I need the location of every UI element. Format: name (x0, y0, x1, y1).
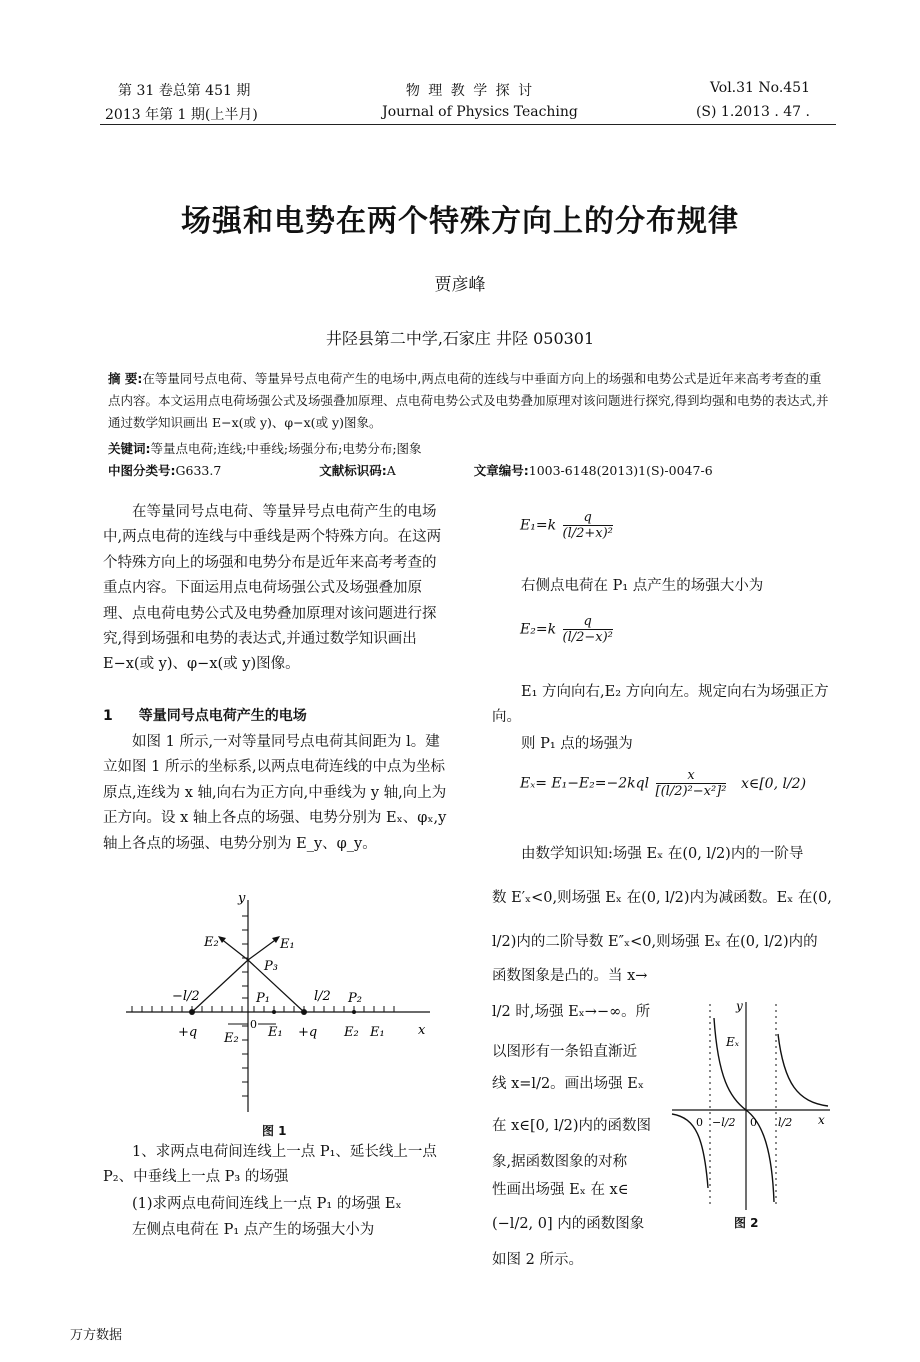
fig1-label-minus-l-half: −l/2 (172, 989, 200, 1004)
fig1-ticks (132, 916, 394, 1096)
section-1-paragraph: 如图 1 所示,一对等量同号点电荷其间距为 l。建立如图 1 所示的坐标系,以两点电荷连线的中点为坐标原点,连线为 x 轴,向右为正方向,中垂线为 y 轴,向上为正方向。设 x 轴上各点的场强、电势分别为 Eₓ、φₓ,y 轴上各点的场强、电势分别为 E_y、φ_y。 (103, 734, 447, 852)
fig2-label-l-half: l/2 (778, 1116, 793, 1129)
fig1-label-y: y (238, 891, 246, 906)
analysis-line-1: 由数学知识知:场强 Eₓ 在(0, l/2)内的一阶导 (521, 846, 804, 862)
figure-2-caption: 图 2 (734, 1216, 759, 1230)
fig2-label-zero-left: 0 (696, 1116, 703, 1129)
fig1-charge-right (301, 1009, 307, 1015)
header-issue: 2013 年第 1 期(上半月) (105, 107, 258, 123)
figure-1-caption: 图 1 (262, 1124, 287, 1138)
eq1-denominator: (l/2+x)² (562, 526, 613, 541)
fig1-label-P1: P₁ (256, 991, 270, 1006)
text-right-charge: 右侧点电荷在 P₁ 点产生的场强大小为 (521, 578, 764, 594)
fig2-label-minus-l-half: −l/2 (712, 1116, 736, 1129)
fig1-label-charge-right: +q (298, 1025, 318, 1040)
analysis-line-9: 象,据函数图象的对称 (492, 1154, 628, 1170)
clc-label: 中图分类号: (108, 463, 176, 478)
eq2-denominator: (l/2−x)² (562, 630, 613, 645)
fig1-label-E2-top: E₂ (204, 935, 219, 950)
article-no-label: 文章编号: (473, 463, 529, 478)
text-field-at-P1: 则 P₁ 点的场强为 (521, 736, 633, 752)
fig1-label-origin: 0 (250, 1018, 257, 1031)
clc-value: G633.7 (175, 463, 222, 478)
fig1-label-E2-a: E₂ (224, 1031, 239, 1046)
analysis-line-8: 在 x∈[0, l/2)内的函数图 (492, 1118, 652, 1134)
doc-label: 文献标识码: (319, 463, 387, 478)
section-1-heading (103, 704, 448, 729)
analysis-line-2: 数 E′ₓ<0,则场强 Eₓ 在(0, l/2)内为减函数。Eₓ 在(0, (492, 890, 832, 906)
affiliation: 井陉县第二中学,石家庄 井陉 050301 (325, 329, 595, 348)
figure-2 (668, 998, 834, 1214)
author: 贾彦峰 (434, 275, 486, 295)
journal-name-cn: 物 理 教 学 探 讨 (405, 83, 535, 99)
question-1b: 左侧点电荷在 P₁ 点产生的场强大小为 (132, 1222, 375, 1238)
eq2-fraction (563, 614, 613, 645)
analysis-line-12: 如图 2 所示。 (492, 1252, 583, 1268)
header-page: (S) 1.2013 . 47 . (695, 104, 810, 120)
keywords-label: 关键词: (108, 441, 151, 456)
fig1-label-l-half: l/2 (314, 989, 331, 1004)
question-1a: (1)求两点电荷间连线上一点 P₁ 的场强 Eₓ (132, 1196, 402, 1212)
footer-source: 万方数据 (70, 1328, 123, 1343)
fig1-label-E1-a: E₁ (268, 1025, 283, 1040)
question-1: 1、求两点电荷间连线上一点 P₁、延长线上一点 P₂、中垂线上一点 P₃ 的场强 (103, 1144, 437, 1186)
fig2-label-x: x (818, 1113, 825, 1127)
text-directions: E₁ 方向向右,E₂ 方向向左。规定向右为场强正方向。 (492, 684, 829, 726)
analysis-line-11: (−l/2, 0] 内的函数图象 (492, 1216, 645, 1232)
fig2-label-Ex: Eₓ (726, 1035, 740, 1049)
fig1-vector-E1 (248, 938, 278, 960)
doc-value: A (386, 463, 396, 478)
equation-Ex (520, 768, 806, 799)
fig1-point-P1 (272, 1010, 276, 1014)
eq3-lhs: Eₓ= E₁−E₂=−2kql (520, 775, 650, 792)
fig1-vector-E2 (220, 938, 248, 960)
figure-1 (118, 886, 438, 1116)
fig2-label-y: y (736, 999, 743, 1013)
equation-E2 (520, 614, 615, 645)
fig1-charge-left (189, 1009, 195, 1015)
analysis-line-5: l/2 时,场强 Eₓ→−∞。所 (492, 1004, 651, 1020)
analysis-line-6: 以图形有一条铅直渐近 (492, 1044, 637, 1060)
equation-E1 (520, 510, 615, 541)
classification-line (108, 460, 830, 482)
abstract (108, 368, 830, 434)
analysis-line-10: 性画出场强 Eₓ 在 x∈ (492, 1182, 629, 1198)
fig1-label-x: x (418, 1023, 426, 1038)
analysis-line-3: l/2)内的二阶导数 E″ₓ<0,则场强 Eₓ 在(0, l/2)内的 (492, 934, 818, 950)
keywords (108, 438, 830, 460)
analysis-line-4: 函数图象是凸的。当 x→ (492, 968, 648, 984)
eq3-denominator: [(l/2)²−x²]² (655, 784, 727, 799)
eq1-numerator: q (563, 510, 613, 526)
journal-name-en: Journal of Physics Teaching (382, 104, 578, 120)
fig1-label-E2-b: E₂ (344, 1025, 359, 1040)
fig1-label-E1-b: E₁ (370, 1025, 385, 1040)
analysis-line-7: 线 x=l/2。画出场强 Eₓ (492, 1076, 645, 1092)
fig2-label-origin: 0 (750, 1116, 757, 1129)
header-vol-no: Vol.31 No.451 (709, 80, 810, 96)
section-title: 等量同号点电荷产生的电场 (138, 708, 307, 724)
section-number: 1 (103, 708, 113, 724)
header-rule (100, 124, 836, 125)
eq2-numerator: q (563, 614, 613, 630)
article-title: 场强和电势在两个特殊方向上的分布规律 (181, 204, 739, 239)
fig1-label-P3: P₃ (264, 959, 278, 974)
keywords-text: 等量点电荷;连线;中垂线;场强分布;电势分布;图象 (150, 441, 422, 456)
article-no-value: 1003-6148(2013)1(S)-0047-6 (528, 463, 713, 478)
abstract-text: 在等量同号点电荷、等量异号点电荷产生的电场中,两点电荷的连线与中垂面方向上的场强和电势公式是近年来高考考查的重点内容。本文运用点电荷场强公式及场强叠加原理、点电荷电势公式及电势叠加原理对该问题进行探究,得到均强和电势的表达式,并通过数学知识画出 E−x(或 y)、φ−x(或 y)图象。 (108, 371, 829, 430)
fig1-field-line-left (192, 960, 248, 1012)
fig1-label-P2: P₂ (348, 991, 362, 1006)
fig1-point-P2 (352, 1010, 356, 1014)
header-volume: 第 31 卷总第 451 期 (118, 83, 251, 99)
eq1-lhs: E₁=k (520, 517, 557, 534)
eq2-lhs: E₂=k (520, 621, 557, 638)
abstract-label: 摘 要: (108, 371, 143, 386)
fig1-label-E1-top: E₁ (280, 937, 295, 952)
eq3-numerator: x (656, 768, 727, 784)
eq3-fraction (656, 768, 727, 799)
eq3-domain: x∈[0, l/2) (740, 775, 807, 792)
fig1-label-charge-left: +q (178, 1025, 198, 1040)
eq1-fraction (563, 510, 613, 541)
intro-paragraph: 在等量同号点电荷、等量异号点电荷产生的电场中,两点电荷的连线与中垂线是两个特殊方向。在这两个特殊方向上的场强和电势分布是近年来高考考查的重点内容。下面运用点电荷场强公式及场强叠加原理、点电荷电势公式及电势叠加原理对该问题进行探究,得到场强和电势的表达式,并通过数学知识画出 E−x(或 y)、φ−x(或 y)图像。 (103, 504, 442, 673)
fig2-curve-right (778, 1034, 828, 1106)
